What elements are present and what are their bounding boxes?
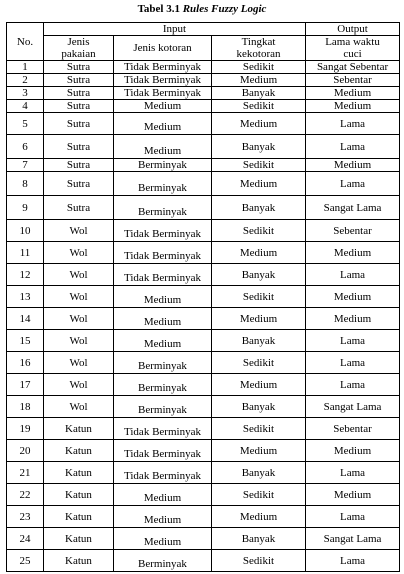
table-row	[7, 242, 400, 264]
tingkat-kekotoran-cell: Medium	[212, 308, 306, 330]
jenis-pakaian-cell: Wol	[44, 220, 114, 242]
header-no: No.	[7, 23, 44, 61]
tingkat-kekotoran-cell: Medium	[212, 113, 306, 135]
jenis-kotoran-cell: Berminyak	[114, 396, 212, 418]
jenis-kotoran-cell: Berminyak	[114, 172, 212, 196]
tingkat-kekotoran-cell: Sedikit	[212, 418, 306, 440]
table-row	[7, 264, 400, 286]
jenis-kotoran-cell: Medium	[114, 100, 212, 113]
row-number: 12	[7, 264, 44, 286]
header-tingkat-line1: Tingkat	[241, 36, 276, 48]
row-number: 5	[7, 113, 44, 135]
lama-waktu-cuci-cell: Lama	[306, 113, 400, 135]
jenis-kotoran-cell: Tidak Berminyak	[114, 61, 212, 74]
table-row	[7, 172, 400, 196]
jenis-kotoran-cell: Tidak Berminyak	[114, 264, 212, 286]
lama-waktu-cuci-cell: Medium	[306, 308, 400, 330]
row-number: 10	[7, 220, 44, 242]
lama-waktu-cuci-cell: Medium	[306, 100, 400, 113]
table-row	[7, 352, 400, 374]
table-row	[7, 113, 400, 135]
table-row	[7, 220, 400, 242]
jenis-kotoran-cell: Berminyak	[114, 196, 212, 220]
jenis-pakaian-cell: Wol	[44, 374, 114, 396]
tingkat-kekotoran-cell: Medium	[212, 440, 306, 462]
row-number: 13	[7, 286, 44, 308]
jenis-pakaian-cell: Katun	[44, 462, 114, 484]
jenis-kotoran-cell: Medium	[114, 484, 212, 506]
jenis-kotoran-cell: Tidak Berminyak	[114, 74, 212, 87]
row-number: 14	[7, 308, 44, 330]
table-caption	[0, 2, 404, 16]
jenis-pakaian-cell: Katun	[44, 506, 114, 528]
tingkat-kekotoran-cell: Sedikit	[212, 100, 306, 113]
table-row	[7, 484, 400, 506]
tingkat-kekotoran-cell: Banyak	[212, 196, 306, 220]
row-number: 8	[7, 172, 44, 196]
row-number: 3	[7, 87, 44, 100]
tingkat-kekotoran-cell: Banyak	[212, 135, 306, 159]
row-number: 23	[7, 506, 44, 528]
table-body	[7, 61, 400, 572]
jenis-pakaian-cell: Sutra	[44, 113, 114, 135]
jenis-kotoran-cell: Medium	[114, 135, 212, 159]
jenis-kotoran-cell: Tidak Berminyak	[114, 418, 212, 440]
tingkat-kekotoran-cell: Medium	[212, 172, 306, 196]
tingkat-kekotoran-cell: Banyak	[212, 330, 306, 352]
header-jenis-pakaian	[44, 36, 114, 61]
table-row	[7, 308, 400, 330]
lama-waktu-cuci-cell: Lama	[306, 330, 400, 352]
jenis-pakaian-cell: Sutra	[44, 100, 114, 113]
table-row	[7, 196, 400, 220]
jenis-kotoran-cell: Tidak Berminyak	[114, 440, 212, 462]
table-row	[7, 135, 400, 159]
jenis-pakaian-cell: Wol	[44, 242, 114, 264]
lama-waktu-cuci-cell: Lama	[306, 462, 400, 484]
jenis-kotoran-cell: Tidak Berminyak	[114, 462, 212, 484]
row-number: 15	[7, 330, 44, 352]
table-row	[7, 74, 400, 87]
row-number: 2	[7, 74, 44, 87]
lama-waktu-cuci-cell: Lama	[306, 352, 400, 374]
table-row	[7, 87, 400, 100]
lama-waktu-cuci-cell: Sebentar	[306, 220, 400, 242]
jenis-kotoran-cell: Medium	[114, 113, 212, 135]
lama-waktu-cuci-cell: Lama	[306, 550, 400, 572]
tingkat-kekotoran-cell: Medium	[212, 506, 306, 528]
row-number: 4	[7, 100, 44, 113]
header-jenis-kotoran: Jenis kotoran	[114, 36, 212, 61]
tingkat-kekotoran-cell: Banyak	[212, 396, 306, 418]
table-row	[7, 462, 400, 484]
jenis-pakaian-cell: Wol	[44, 286, 114, 308]
lama-waktu-cuci-cell: Sangat Lama	[306, 528, 400, 550]
jenis-pakaian-cell: Sutra	[44, 159, 114, 172]
jenis-kotoran-cell: Tidak Berminyak	[114, 220, 212, 242]
jenis-pakaian-cell: Wol	[44, 396, 114, 418]
row-number: 9	[7, 196, 44, 220]
header-output: Output	[306, 23, 400, 36]
caption-label: Tabel 3.1	[137, 3, 180, 15]
lama-waktu-cuci-cell: Medium	[306, 286, 400, 308]
jenis-pakaian-cell: Wol	[44, 330, 114, 352]
jenis-kotoran-cell: Berminyak	[114, 374, 212, 396]
tingkat-kekotoran-cell: Sedikit	[212, 286, 306, 308]
jenis-pakaian-cell: Katun	[44, 440, 114, 462]
lama-waktu-cuci-cell: Lama	[306, 506, 400, 528]
table-row	[7, 159, 400, 172]
row-number: 6	[7, 135, 44, 159]
table-row	[7, 61, 400, 74]
tingkat-kekotoran-cell: Banyak	[212, 264, 306, 286]
tingkat-kekotoran-cell: Sedikit	[212, 484, 306, 506]
tingkat-kekotoran-cell: Banyak	[212, 462, 306, 484]
tingkat-kekotoran-cell: Sedikit	[212, 159, 306, 172]
row-number: 25	[7, 550, 44, 572]
jenis-kotoran-cell: Berminyak	[114, 352, 212, 374]
row-number: 20	[7, 440, 44, 462]
table-row	[7, 374, 400, 396]
header-jenis-pakaian-line2: pakaian	[61, 48, 96, 60]
jenis-kotoran-cell: Berminyak	[114, 159, 212, 172]
row-number: 21	[7, 462, 44, 484]
fuzzy-rules-table	[6, 22, 400, 572]
jenis-pakaian-cell: Sutra	[44, 74, 114, 87]
table-row	[7, 550, 400, 572]
tingkat-kekotoran-cell: Sedikit	[212, 352, 306, 374]
lama-waktu-cuci-cell: Lama	[306, 172, 400, 196]
lama-waktu-cuci-cell: Medium	[306, 87, 400, 100]
jenis-pakaian-cell: Sutra	[44, 135, 114, 159]
table-row	[7, 100, 400, 113]
header-tingkat-kekotoran	[212, 36, 306, 61]
lama-waktu-cuci-cell: Medium	[306, 242, 400, 264]
lama-waktu-cuci-cell: Medium	[306, 440, 400, 462]
lama-waktu-cuci-cell: Sangat Lama	[306, 396, 400, 418]
row-number: 24	[7, 528, 44, 550]
row-number: 16	[7, 352, 44, 374]
jenis-kotoran-cell: Medium	[114, 506, 212, 528]
table-row	[7, 330, 400, 352]
table-row	[7, 528, 400, 550]
lama-waktu-cuci-cell: Medium	[306, 484, 400, 506]
jenis-pakaian-cell: Sutra	[44, 196, 114, 220]
row-number: 1	[7, 61, 44, 74]
tingkat-kekotoran-cell: Sedikit	[212, 61, 306, 74]
jenis-pakaian-cell: Sutra	[44, 61, 114, 74]
row-number: 22	[7, 484, 44, 506]
header-input: Input	[44, 23, 306, 36]
jenis-kotoran-cell: Berminyak	[114, 550, 212, 572]
row-number: 18	[7, 396, 44, 418]
tingkat-kekotoran-cell: Banyak	[212, 528, 306, 550]
tingkat-kekotoran-cell: Medium	[212, 374, 306, 396]
lama-waktu-cuci-cell: Lama	[306, 374, 400, 396]
tingkat-kekotoran-cell: Banyak	[212, 87, 306, 100]
tingkat-kekotoran-cell: Sedikit	[212, 550, 306, 572]
table-row	[7, 506, 400, 528]
jenis-pakaian-cell: Sutra	[44, 87, 114, 100]
caption-title: Rules Fuzzy Logic	[182, 3, 267, 15]
table-row	[7, 440, 400, 462]
jenis-pakaian-cell: Wol	[44, 308, 114, 330]
tingkat-kekotoran-cell: Medium	[212, 242, 306, 264]
jenis-pakaian-cell: Katun	[44, 528, 114, 550]
tingkat-kekotoran-cell: Medium	[212, 74, 306, 87]
header-tingkat-line2: kekotoran	[236, 48, 281, 60]
lama-waktu-cuci-cell: Lama	[306, 264, 400, 286]
lama-waktu-cuci-cell: Sebentar	[306, 418, 400, 440]
jenis-pakaian-cell: Katun	[44, 550, 114, 572]
header-lama-waktu-cuci	[306, 36, 400, 61]
lama-waktu-cuci-cell: Sebentar	[306, 74, 400, 87]
jenis-pakaian-cell: Katun	[44, 418, 114, 440]
table-header	[7, 23, 400, 61]
jenis-pakaian-cell: Katun	[44, 484, 114, 506]
row-number: 11	[7, 242, 44, 264]
lama-waktu-cuci-cell: Medium	[306, 159, 400, 172]
jenis-kotoran-cell: Medium	[114, 286, 212, 308]
header-lama-line2: cuci	[343, 48, 362, 60]
row-number: 17	[7, 374, 44, 396]
jenis-kotoran-cell: Tidak Berminyak	[114, 87, 212, 100]
jenis-pakaian-cell: Wol	[44, 352, 114, 374]
jenis-pakaian-cell: Wol	[44, 264, 114, 286]
jenis-kotoran-cell: Medium	[114, 308, 212, 330]
jenis-kotoran-cell: Tidak Berminyak	[114, 242, 212, 264]
table-row	[7, 396, 400, 418]
row-number: 7	[7, 159, 44, 172]
tingkat-kekotoran-cell: Sedikit	[212, 220, 306, 242]
header-lama-line1: Lama waktu	[325, 36, 380, 48]
lama-waktu-cuci-cell: Sangat Sebentar	[306, 61, 400, 74]
jenis-pakaian-cell: Sutra	[44, 172, 114, 196]
header-jenis-pakaian-line1: Jenis	[67, 36, 90, 48]
table-row	[7, 286, 400, 308]
lama-waktu-cuci-cell: Sangat Lama	[306, 196, 400, 220]
lama-waktu-cuci-cell: Lama	[306, 135, 400, 159]
table-row	[7, 418, 400, 440]
jenis-kotoran-cell: Medium	[114, 528, 212, 550]
jenis-kotoran-cell: Medium	[114, 330, 212, 352]
row-number: 19	[7, 418, 44, 440]
